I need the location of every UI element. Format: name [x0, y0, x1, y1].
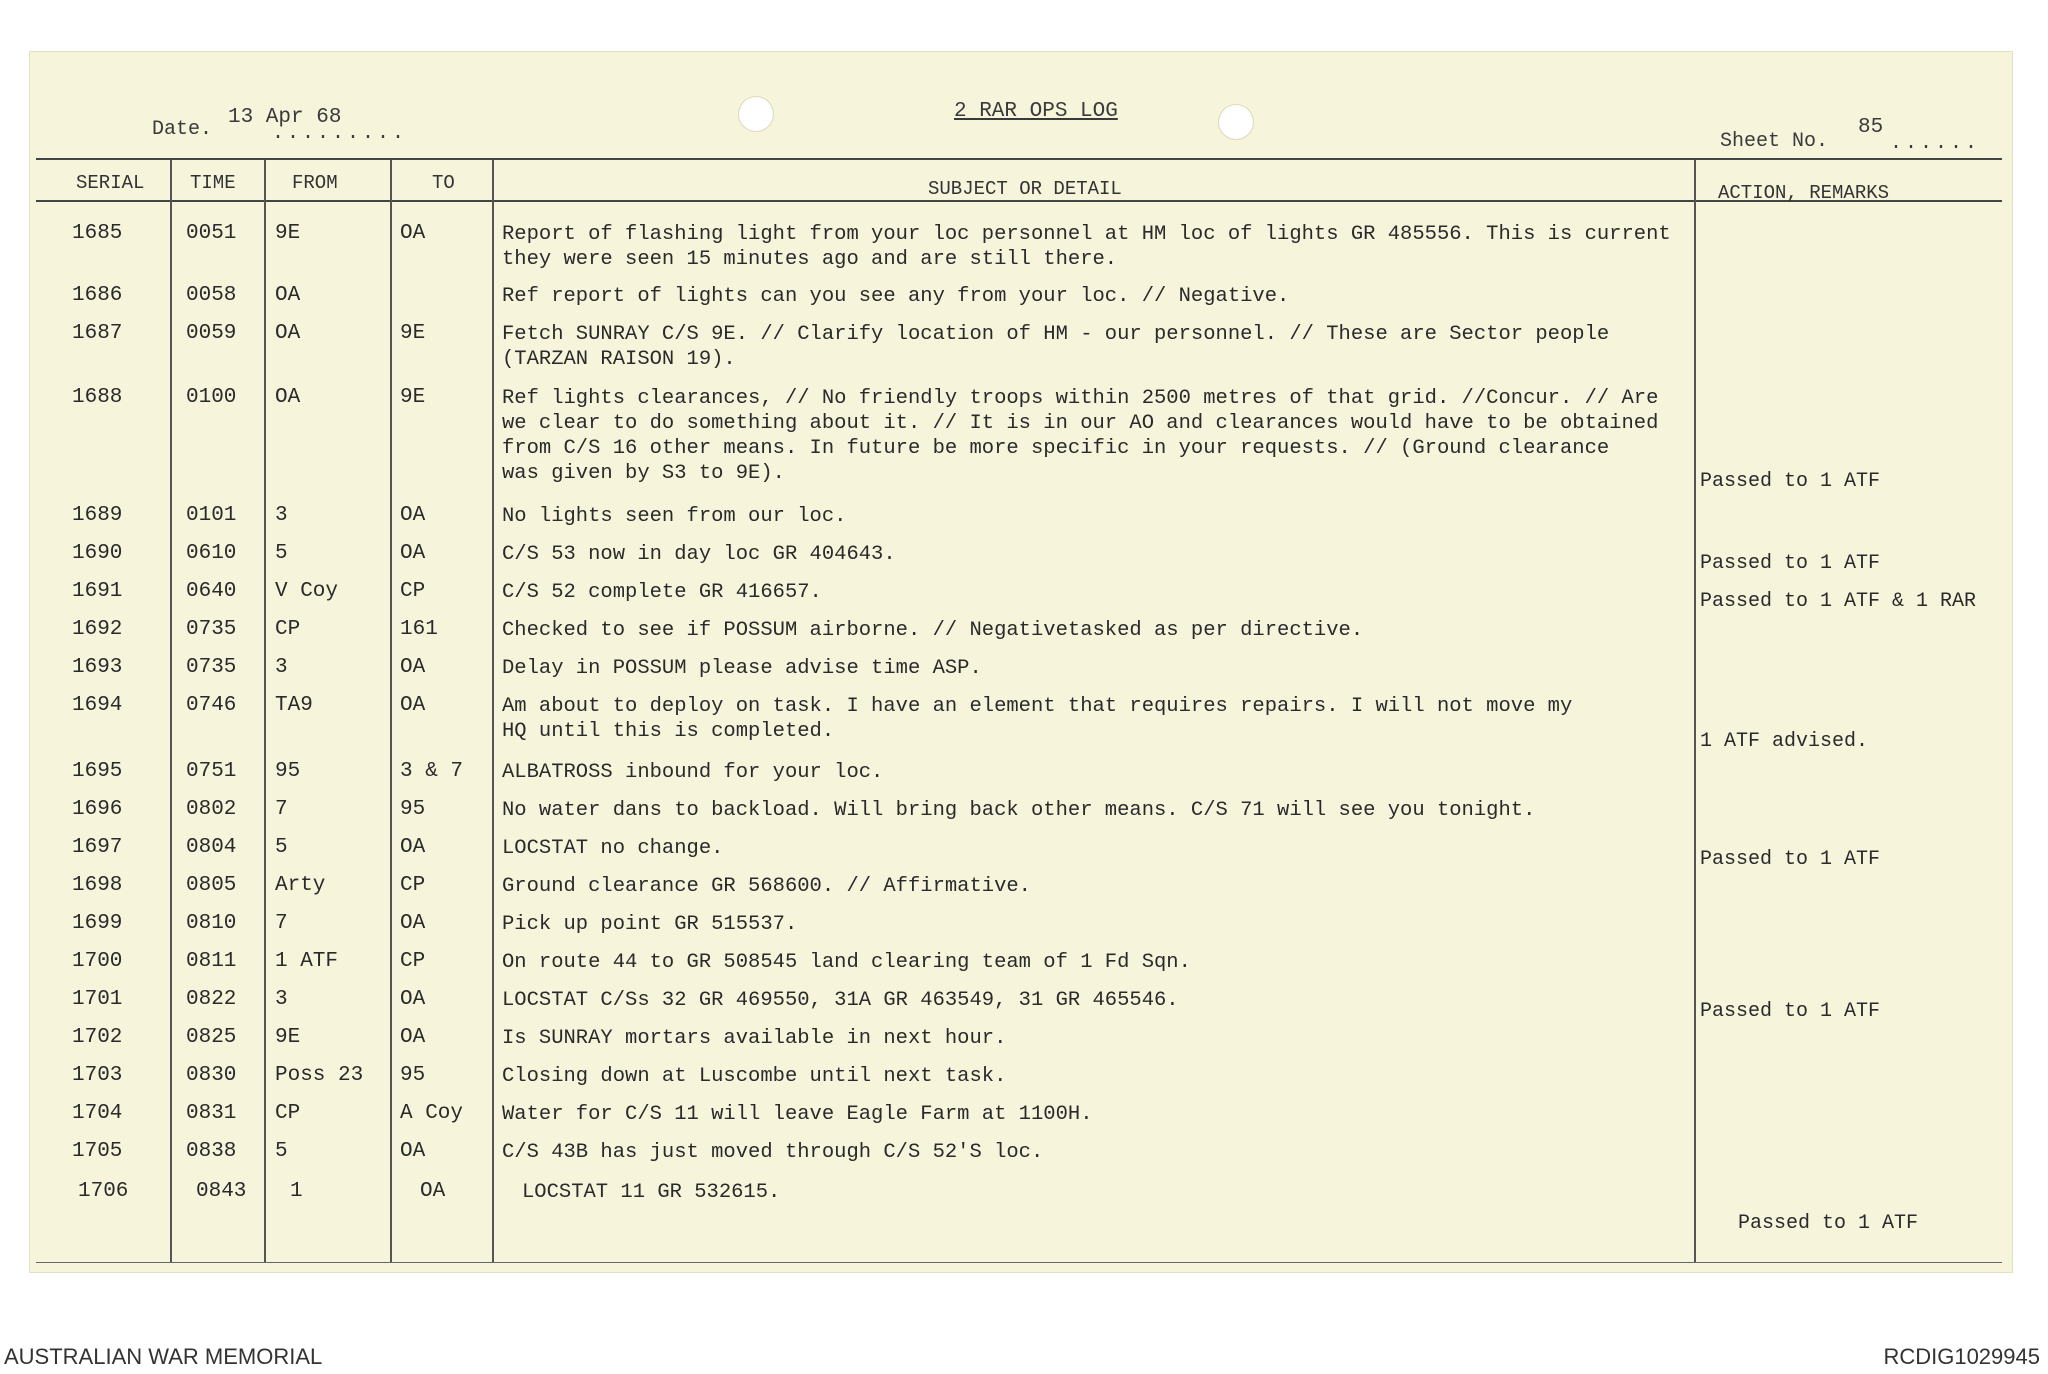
serial-cell: 1685 [72, 222, 123, 245]
time-cell: 0804 [186, 836, 237, 859]
subject-cell: Pick up point GR 515537. [502, 913, 798, 936]
from-cell: OA [275, 386, 301, 409]
column-header-action: ACTION, REMARKS [1718, 182, 1890, 204]
subject-cell: Checked to see if POSSUM airborne. // Negativetasked as per directive. [502, 619, 1364, 642]
time-cell: 0810 [186, 912, 237, 935]
subject-cell: Water for C/S 11 will leave Eagle Farm at 1100H. [502, 1103, 1093, 1126]
table-row [0, 504, 2048, 540]
table-row [0, 580, 2048, 616]
table-row [0, 386, 2048, 493]
header-bottom-rule [36, 200, 2002, 202]
serial-cell: 1691 [72, 580, 123, 603]
column-header-from: FROM [292, 172, 338, 194]
time-cell: 0825 [186, 1026, 237, 1049]
time-cell: 0822 [186, 988, 237, 1011]
serial-cell: 1687 [72, 322, 123, 345]
column-header-subject: SUBJECT OR DETAIL [928, 178, 1122, 200]
time-cell: 0751 [186, 760, 237, 783]
serial-cell: 1705 [72, 1140, 123, 1163]
archive-credit: AUSTRALIAN WAR MEMORIAL [4, 1344, 323, 1369]
table-row [0, 322, 2048, 371]
time-cell: 0051 [186, 222, 237, 245]
to-cell: CP [400, 950, 426, 973]
to-cell: OA [400, 836, 426, 859]
header-top-rule [36, 158, 2002, 160]
subject-cell: C/S 43B has just moved through C/S 52'S loc. [502, 1141, 1044, 1164]
sheet-value: 85 [1858, 116, 1884, 139]
to-cell: 9E [400, 322, 426, 345]
from-cell: TA9 [275, 694, 313, 717]
time-cell: 0101 [186, 504, 237, 527]
table-row [0, 798, 2048, 834]
to-cell: OA [420, 1180, 446, 1203]
subject-cell: No water dans to backload. Will bring back other means. C/S 71 will see you tonight. [502, 799, 1536, 822]
table-row [0, 1102, 2048, 1138]
table-row [0, 1026, 2048, 1062]
to-cell: OA [400, 1140, 426, 1163]
from-cell: 3 [275, 656, 288, 679]
column-header-time: TIME [190, 172, 236, 194]
table-row [0, 284, 2048, 320]
table-row [0, 618, 2048, 654]
table-row [0, 988, 2048, 1024]
serial-cell: 1690 [72, 542, 123, 565]
time-cell: 0831 [186, 1102, 237, 1125]
subject-cell: LOCSTAT 11 GR 532615. [522, 1181, 781, 1204]
serial-cell: 1704 [72, 1102, 123, 1125]
subject-cell: C/S 52 complete GR 416657. [502, 581, 822, 604]
serial-cell: 1703 [72, 1064, 123, 1087]
time-cell: 0058 [186, 284, 237, 307]
time-cell: 0805 [186, 874, 237, 897]
column-header-to: TO [432, 172, 455, 194]
action-cell: Passed to 1 ATF [1738, 1212, 1919, 1235]
time-cell: 0746 [186, 694, 237, 717]
serial-cell: 1692 [72, 618, 123, 641]
action-cell: Passed to 1 ATF [1700, 1000, 1881, 1023]
column-header-serial: SERIAL [76, 172, 145, 194]
from-cell: OA [275, 322, 301, 345]
date-value: 13 Apr 68 [228, 106, 342, 129]
serial-cell: 1696 [72, 798, 123, 821]
subject-cell: ALBATROSS inbound for your loc. [502, 761, 884, 784]
to-cell: OA [400, 988, 426, 1011]
time-cell: 0843 [196, 1180, 247, 1203]
from-cell: 3 [275, 504, 288, 527]
action-cell: Passed to 1 ATF [1700, 470, 1881, 493]
from-cell: 1 ATF [275, 950, 339, 973]
subject-cell: Delay in POSSUM please advise time ASP. [502, 657, 982, 680]
table-row [0, 836, 2048, 872]
serial-cell: 1697 [72, 836, 123, 859]
from-cell: CP [275, 1102, 301, 1125]
time-cell: 0059 [186, 322, 237, 345]
time-cell: 0640 [186, 580, 237, 603]
serial-cell: 1702 [72, 1026, 123, 1049]
to-cell: OA [400, 1026, 426, 1049]
to-cell: OA [400, 694, 426, 717]
time-cell: 0735 [186, 656, 237, 679]
from-cell: 7 [275, 912, 288, 935]
sheet-dotted-line: ...... [1890, 132, 1981, 155]
date-dotted-line: ......... [272, 122, 408, 145]
table-bottom-rule [36, 1262, 2002, 1263]
time-cell: 0811 [186, 950, 237, 973]
subject-cell: Ground clearance GR 568600. // Affirmative. [502, 875, 1031, 898]
serial-cell: 1699 [72, 912, 123, 935]
to-cell: OA [400, 542, 426, 565]
subject-cell: C/S 53 now in day loc GR 404643. [502, 543, 896, 566]
table-row [0, 1064, 2048, 1100]
punch-hole [738, 96, 774, 132]
to-cell: 3 & 7 [400, 760, 464, 783]
to-cell: CP [400, 874, 426, 897]
subject-cell: Fetch SUNRAY C/S 9E. // Clarify location of HM - our personnel. // These are Sector people (TARZAN RAISON 19). [502, 323, 1610, 371]
table-row [0, 1140, 2048, 1176]
subject-cell: Closing down at Luscombe until next task. [502, 1065, 1007, 1088]
from-cell: V Coy [275, 580, 339, 603]
to-cell: OA [400, 222, 426, 245]
table-row [0, 950, 2048, 986]
sheet-label: Sheet No. [1720, 130, 1829, 153]
to-cell: OA [400, 912, 426, 935]
to-cell: 95 [400, 798, 426, 821]
from-cell: Poss 23 [275, 1064, 364, 1087]
time-cell: 0838 [186, 1140, 237, 1163]
subject-cell: No lights seen from our loc. [502, 505, 847, 528]
subject-cell: Ref lights clearances, // No friendly troops within 2500 metres of that grid. //Concur. // Are we clear to do something about it. // It is in our AO and clearances would have to be obtained from C/S 16 other means. In future be more specific in your requests. // (Ground clearance was given by S3 to 9E). [502, 387, 1659, 485]
time-cell: 0610 [186, 542, 237, 565]
serial-cell: 1693 [72, 656, 123, 679]
date-label: Date. [152, 118, 213, 141]
from-cell: 5 [275, 542, 288, 565]
from-cell: 9E [275, 222, 301, 245]
archive-id: RCDIG1029945 [1883, 1344, 2040, 1369]
time-cell: 0830 [186, 1064, 237, 1087]
table-row [0, 656, 2048, 692]
subject-cell: LOCSTAT C/Ss 32 GR 469550, 31A GR 463549, 31 GR 465546. [502, 989, 1179, 1012]
serial-cell: 1695 [72, 760, 123, 783]
table-row [0, 874, 2048, 910]
from-cell: 3 [275, 988, 288, 1011]
to-cell: 9E [400, 386, 426, 409]
serial-cell: 1698 [72, 874, 123, 897]
to-cell: OA [400, 656, 426, 679]
from-cell: OA [275, 284, 301, 307]
from-cell: 7 [275, 798, 288, 821]
table-row [0, 542, 2048, 578]
to-cell: A Coy [400, 1102, 464, 1125]
subject-cell: On route 44 to GR 508545 land clearing team of 1 Fd Sqn. [502, 951, 1191, 974]
subject-cell: LOCSTAT no change. [502, 837, 724, 860]
from-cell: 1 [290, 1180, 303, 1203]
to-cell: OA [400, 504, 426, 527]
to-cell: CP [400, 580, 426, 603]
to-cell: 95 [400, 1064, 426, 1087]
from-cell: 9E [275, 1026, 301, 1049]
serial-cell: 1688 [72, 386, 123, 409]
action-cell: 1 ATF advised. [1700, 730, 1869, 753]
subject-cell: Is SUNRAY mortars available in next hour. [502, 1027, 1007, 1050]
punch-hole [1218, 104, 1254, 140]
from-cell: Arty [275, 874, 326, 897]
page-title: 2 RAR OPS LOG [954, 100, 1118, 123]
table-row [0, 694, 2048, 753]
from-cell: 5 [275, 836, 288, 859]
table-row [0, 912, 2048, 948]
table-row [0, 222, 2048, 271]
time-cell: 0735 [186, 618, 237, 641]
action-cell: Passed to 1 ATF [1700, 552, 1881, 575]
time-cell: 0100 [186, 386, 237, 409]
subject-cell: Report of flashing light from your loc personnel at HM loc of lights GR 485556. This is current they were seen 15 minutes ago and are still there. [502, 223, 1671, 271]
from-cell: 95 [275, 760, 301, 783]
action-cell: Passed to 1 ATF & 1 RAR [1700, 590, 1977, 613]
serial-cell: 1686 [72, 284, 123, 307]
table-row [0, 760, 2048, 796]
table-row [0, 1180, 2048, 1235]
serial-cell: 1700 [72, 950, 123, 973]
subject-cell: Ref report of lights can you see any from your loc. // Negative. [502, 285, 1290, 308]
from-cell: CP [275, 618, 301, 641]
serial-cell: 1694 [72, 694, 123, 717]
to-cell: 161 [400, 618, 438, 641]
serial-cell: 1701 [72, 988, 123, 1011]
time-cell: 0802 [186, 798, 237, 821]
action-cell: Passed to 1 ATF [1700, 848, 1881, 871]
serial-cell: 1689 [72, 504, 123, 527]
serial-cell: 1706 [78, 1180, 129, 1203]
subject-cell: Am about to deploy on task. I have an element that requires repairs. I will not move my HQ until this is completed. [502, 695, 1573, 743]
from-cell: 5 [275, 1140, 288, 1163]
